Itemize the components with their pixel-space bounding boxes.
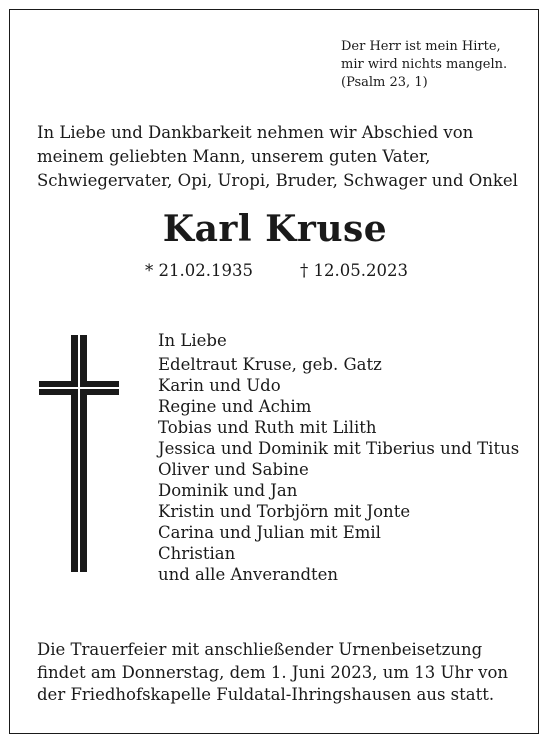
funeral-info-line: findet am Donnerstag, dem 1. Juni 2023, um 13 Uhr von [37,662,508,682]
funeral-info [37,639,537,707]
psalm-line: Der Herr ist mein Hirte, [341,39,501,54]
psalm-reference: (Psalm 23, 1) [341,75,428,90]
family-member: Jessica und Dominik mit Tiberius und Titus [158,439,520,458]
family-member: Kristin und Torbjörn mit Jonte [158,502,411,521]
psalm-quote [341,38,531,92]
deceased-name: Karl Kruse [162,208,388,250]
family-member: Edeltraut Kruse, geb. Gatz [158,355,382,374]
psalm-line: mir wird nichts mangeln. [341,57,508,72]
family-member: Christian [158,544,236,563]
family-member: Dominik und Jan [158,481,298,500]
family-list [158,330,519,585]
family-member: Tobias und Ruth mit Lilith [158,418,377,437]
intro-line: meinem geliebten Mann, unserem guten Vater, [37,147,431,166]
family-lead: In Liebe [158,331,227,350]
family-member: Oliver und Sabine [158,460,309,479]
family-member: Karin und Udo [158,376,281,395]
latin-cross-icon [39,335,119,572]
family-member: und alle Anverandten [158,565,339,584]
family-member: Regine und Achim [158,397,312,416]
birth-date: * 21.02.1935 [145,261,253,280]
family-member: Carina und Julian mit Emil [158,523,381,542]
death-date: † 12.05.2023 [300,261,408,280]
intro-line: In Liebe und Dankbarkeit nehmen wir Abschied von [37,123,474,142]
funeral-info-line: Die Trauerfeier mit anschließender Urnenbeisetzung [37,640,483,659]
intro-text [37,121,527,193]
funeral-info-line: der Friedhofskapelle Fuldatal-Ihringshausen aus statt. [37,685,495,704]
intro-line: Schwiegervater, Opi, Uropi, Bruder, Schwager und Onkel [37,171,518,190]
